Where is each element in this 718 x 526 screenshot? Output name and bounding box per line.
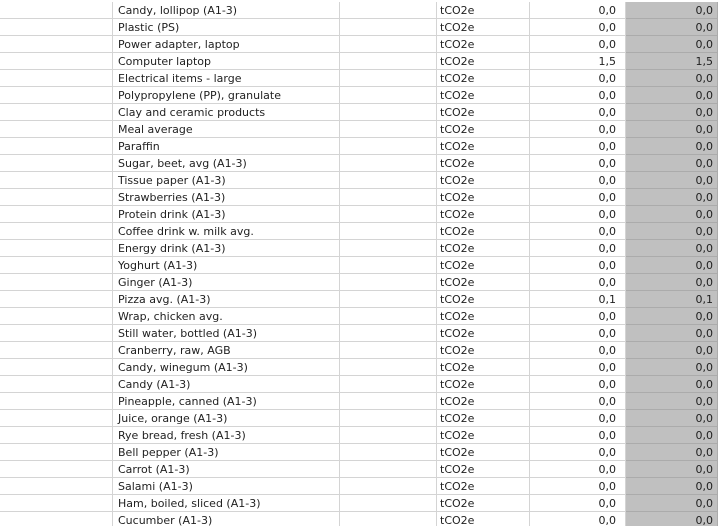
table-row [0, 342, 718, 359]
cell-unit[interactable]: tCO2e [437, 512, 530, 526]
cell-empty-a[interactable] [0, 2, 113, 19]
cell-unit[interactable]: tCO2e [437, 393, 530, 410]
cell-total[interactable]: 0,0 [626, 257, 718, 274]
cell-item-name[interactable]: Cucumber (A1-3) [113, 512, 340, 526]
cell-value[interactable]: 0,0 [530, 70, 626, 87]
cell-total[interactable]: 0,0 [626, 410, 718, 427]
cell-unit[interactable]: tCO2e [437, 478, 530, 495]
cell-empty-c[interactable] [340, 53, 437, 70]
cell-value[interactable]: 0,0 [530, 478, 626, 495]
cell-empty-a[interactable] [0, 104, 113, 121]
cell-total[interactable]: 0,0 [626, 342, 718, 359]
cell-unit[interactable]: tCO2e [437, 53, 530, 70]
cell-item-name[interactable]: Ginger (A1-3) [113, 274, 340, 291]
cell-value[interactable]: 0,0 [530, 461, 626, 478]
cell-empty-c[interactable] [340, 444, 437, 461]
table-row [0, 104, 718, 121]
cell-item-name[interactable]: Salami (A1-3) [113, 478, 340, 495]
cell-unit[interactable]: tCO2e [437, 410, 530, 427]
cell-item-name[interactable]: Pineapple, canned (A1-3) [113, 393, 340, 410]
cell-value[interactable]: 0,0 [530, 342, 626, 359]
table-row [0, 155, 718, 172]
cell-empty-a[interactable] [0, 495, 113, 512]
cell-empty-a[interactable] [0, 427, 113, 444]
cell-item-name[interactable]: Electrical items - large [113, 70, 340, 87]
table-row [0, 19, 718, 36]
cell-item-name[interactable]: Pizza avg. (A1-3) [113, 291, 340, 308]
cell-empty-a[interactable] [0, 512, 113, 526]
cell-unit[interactable]: tCO2e [437, 172, 530, 189]
cell-total[interactable]: 0,0 [626, 155, 718, 172]
cell-item-name[interactable]: Sugar, beet, avg (A1-3) [113, 155, 340, 172]
cell-empty-a[interactable] [0, 359, 113, 376]
cell-empty-c[interactable] [340, 223, 437, 240]
cell-total[interactable]: 0,0 [626, 325, 718, 342]
cell-empty-c[interactable] [340, 206, 437, 223]
cell-empty-c[interactable] [340, 291, 437, 308]
cell-item-name[interactable]: Juice, orange (A1-3) [113, 410, 340, 427]
cell-total[interactable]: 0,0 [626, 36, 718, 53]
cell-empty-c[interactable] [340, 376, 437, 393]
cell-empty-a[interactable] [0, 155, 113, 172]
cell-empty-c[interactable] [340, 172, 437, 189]
cell-empty-a[interactable] [0, 257, 113, 274]
cell-empty-a[interactable] [0, 19, 113, 36]
cell-unit[interactable]: tCO2e [437, 138, 530, 155]
cell-empty-a[interactable] [0, 410, 113, 427]
cell-empty-c[interactable] [340, 189, 437, 206]
cell-value[interactable]: 0,0 [530, 172, 626, 189]
cell-unit[interactable]: tCO2e [437, 257, 530, 274]
cell-empty-a[interactable] [0, 240, 113, 257]
cell-total[interactable]: 0,1 [626, 291, 718, 308]
cell-total[interactable]: 0,0 [626, 393, 718, 410]
cell-empty-c[interactable] [340, 325, 437, 342]
cell-empty-c[interactable] [340, 478, 437, 495]
cell-value[interactable]: 0,0 [530, 138, 626, 155]
cell-value[interactable]: 0,0 [530, 121, 626, 138]
cell-value[interactable]: 0,0 [530, 87, 626, 104]
cell-value[interactable]: 0,0 [530, 512, 626, 526]
cell-item-name[interactable]: Bell pepper (A1-3) [113, 444, 340, 461]
cell-item-name[interactable]: Paraffin [113, 138, 340, 155]
cell-value[interactable]: 0,0 [530, 427, 626, 444]
cell-unit[interactable]: tCO2e [437, 444, 530, 461]
cell-unit[interactable]: tCO2e [437, 427, 530, 444]
cell-empty-c[interactable] [340, 427, 437, 444]
table-row [0, 53, 718, 70]
cell-total[interactable]: 0,0 [626, 104, 718, 121]
cell-empty-a[interactable] [0, 376, 113, 393]
table-row [0, 172, 718, 189]
cell-value[interactable]: 0,0 [530, 240, 626, 257]
cell-unit[interactable]: tCO2e [437, 36, 530, 53]
cell-empty-c[interactable] [340, 155, 437, 172]
cell-item-name[interactable]: Plastic (PS) [113, 19, 340, 36]
cell-item-name[interactable]: Rye bread, fresh (A1-3) [113, 427, 340, 444]
cell-empty-a[interactable] [0, 342, 113, 359]
cell-value[interactable]: 0,0 [530, 223, 626, 240]
cell-empty-c[interactable] [340, 274, 437, 291]
cell-value[interactable]: 0,0 [530, 495, 626, 512]
cell-value[interactable]: 0,0 [530, 257, 626, 274]
cell-item-name[interactable]: Ham, boiled, sliced (A1-3) [113, 495, 340, 512]
cell-total[interactable]: 0,0 [626, 138, 718, 155]
cell-item-name[interactable]: Energy drink (A1-3) [113, 240, 340, 257]
table-row [0, 359, 718, 376]
cell-total[interactable]: 0,0 [626, 461, 718, 478]
cell-value[interactable]: 0,1 [530, 291, 626, 308]
cell-total[interactable]: 0,0 [626, 121, 718, 138]
cell-unit[interactable]: tCO2e [437, 70, 530, 87]
cell-empty-c[interactable] [340, 512, 437, 526]
cell-total[interactable]: 0,0 [626, 478, 718, 495]
cell-unit[interactable]: tCO2e [437, 104, 530, 121]
cell-total[interactable]: 0,0 [626, 376, 718, 393]
cell-value[interactable]: 0,0 [530, 189, 626, 206]
cell-empty-c[interactable] [340, 359, 437, 376]
cell-value[interactable]: 0,0 [530, 359, 626, 376]
cell-empty-c[interactable] [340, 410, 437, 427]
cell-empty-c[interactable] [340, 393, 437, 410]
table-row [0, 461, 718, 478]
table-row [0, 308, 718, 325]
table-row [0, 223, 718, 240]
cell-unit[interactable]: tCO2e [437, 308, 530, 325]
cell-empty-c[interactable] [340, 87, 437, 104]
cell-value[interactable]: 0,0 [530, 155, 626, 172]
table-row [0, 410, 718, 427]
cell-unit[interactable]: tCO2e [437, 87, 530, 104]
cell-total[interactable]: 0,0 [626, 19, 718, 36]
cell-empty-c[interactable] [340, 495, 437, 512]
cell-value[interactable]: 0,0 [530, 36, 626, 53]
cell-value[interactable]: 0,0 [530, 206, 626, 223]
cell-empty-a[interactable] [0, 393, 113, 410]
cell-empty-a[interactable] [0, 121, 113, 138]
cell-item-name[interactable]: Candy, winegum (A1-3) [113, 359, 340, 376]
cell-empty-a[interactable] [0, 274, 113, 291]
cell-empty-c[interactable] [340, 257, 437, 274]
cell-empty-a[interactable] [0, 223, 113, 240]
cell-empty-a[interactable] [0, 172, 113, 189]
cell-item-name[interactable]: Candy, lollipop (A1-3) [113, 2, 340, 19]
cell-unit[interactable]: tCO2e [437, 19, 530, 36]
table-row [0, 274, 718, 291]
cell-empty-a[interactable] [0, 189, 113, 206]
cell-total[interactable]: 0,0 [626, 70, 718, 87]
cell-empty-c[interactable] [340, 342, 437, 359]
cell-item-name[interactable]: Yoghurt (A1-3) [113, 257, 340, 274]
cell-total[interactable]: 0,0 [626, 189, 718, 206]
table-row [0, 444, 718, 461]
cell-empty-a[interactable] [0, 444, 113, 461]
cell-value[interactable]: 0,0 [530, 104, 626, 121]
table-row [0, 2, 718, 19]
table-row [0, 36, 718, 53]
cell-unit[interactable]: tCO2e [437, 155, 530, 172]
cell-empty-a[interactable] [0, 70, 113, 87]
cell-value[interactable]: 0,0 [530, 393, 626, 410]
table-row [0, 427, 718, 444]
cell-empty-c[interactable] [340, 2, 437, 19]
cell-empty-a[interactable] [0, 325, 113, 342]
cell-empty-a[interactable] [0, 36, 113, 53]
cell-empty-a[interactable] [0, 478, 113, 495]
table-row [0, 393, 718, 410]
cell-unit[interactable]: tCO2e [437, 495, 530, 512]
cell-item-name[interactable]: Meal average [113, 121, 340, 138]
table-row [0, 70, 718, 87]
cell-total[interactable]: 0,0 [626, 495, 718, 512]
cell-empty-a[interactable] [0, 138, 113, 155]
cell-item-name[interactable]: Carrot (A1-3) [113, 461, 340, 478]
cell-unit[interactable]: tCO2e [437, 461, 530, 478]
cell-unit[interactable]: tCO2e [437, 376, 530, 393]
table-row [0, 512, 718, 526]
cell-value[interactable]: 0,0 [530, 325, 626, 342]
cell-unit[interactable]: tCO2e [437, 291, 530, 308]
cell-item-name[interactable]: Wrap, chicken avg. [113, 308, 340, 325]
table-row [0, 121, 718, 138]
cell-unit[interactable]: tCO2e [437, 342, 530, 359]
cell-item-name[interactable]: Still water, bottled (A1-3) [113, 325, 340, 342]
cell-unit[interactable]: tCO2e [437, 325, 530, 342]
cell-total[interactable]: 0,0 [626, 2, 718, 19]
table-row [0, 206, 718, 223]
table-row [0, 325, 718, 342]
cell-unit[interactable]: tCO2e [437, 189, 530, 206]
cell-value[interactable]: 0,0 [530, 19, 626, 36]
cell-item-name[interactable]: Cranberry, raw, AGB [113, 342, 340, 359]
cell-empty-a[interactable] [0, 87, 113, 104]
cell-unit[interactable]: tCO2e [437, 121, 530, 138]
cell-item-name[interactable]: Computer laptop [113, 53, 340, 70]
cell-empty-c[interactable] [340, 104, 437, 121]
cell-total[interactable]: 0,0 [626, 274, 718, 291]
table-row [0, 138, 718, 155]
cell-value[interactable]: 0,0 [530, 410, 626, 427]
cell-empty-c[interactable] [340, 19, 437, 36]
cell-value[interactable]: 0,0 [530, 274, 626, 291]
cell-item-name[interactable]: Protein drink (A1-3) [113, 206, 340, 223]
cell-unit[interactable]: tCO2e [437, 2, 530, 19]
cell-empty-a[interactable] [0, 53, 113, 70]
cell-total[interactable]: 0,0 [626, 223, 718, 240]
cell-value[interactable]: 0,0 [530, 2, 626, 19]
table-row [0, 87, 718, 104]
cell-item-name[interactable]: Coffee drink w. milk avg. [113, 223, 340, 240]
cell-value[interactable]: 0,0 [530, 308, 626, 325]
cell-total[interactable]: 1,5 [626, 53, 718, 70]
table-row [0, 478, 718, 495]
cell-value[interactable]: 0,0 [530, 376, 626, 393]
cell-total[interactable]: 0,0 [626, 512, 718, 526]
table-row [0, 376, 718, 393]
table-row [0, 495, 718, 512]
cell-empty-c[interactable] [340, 36, 437, 53]
table-row [0, 291, 718, 308]
cell-unit[interactable]: tCO2e [437, 206, 530, 223]
cell-unit[interactable]: tCO2e [437, 223, 530, 240]
cell-empty-c[interactable] [340, 138, 437, 155]
cell-total[interactable]: 0,0 [626, 427, 718, 444]
cell-value[interactable]: 0,0 [530, 444, 626, 461]
cell-empty-a[interactable] [0, 461, 113, 478]
cell-item-name[interactable]: Strawberries (A1-3) [113, 189, 340, 206]
cell-item-name[interactable]: Power adapter, laptop [113, 36, 340, 53]
cell-total[interactable]: 0,0 [626, 308, 718, 325]
cell-total[interactable]: 0,0 [626, 444, 718, 461]
cell-empty-a[interactable] [0, 291, 113, 308]
cell-item-name[interactable]: Tissue paper (A1-3) [113, 172, 340, 189]
cell-item-name[interactable]: Candy (A1-3) [113, 376, 340, 393]
cell-unit[interactable]: tCO2e [437, 240, 530, 257]
cell-empty-c[interactable] [340, 308, 437, 325]
cell-unit[interactable]: tCO2e [437, 359, 530, 376]
cell-value[interactable]: 1,5 [530, 53, 626, 70]
cell-empty-a[interactable] [0, 308, 113, 325]
cell-total[interactable]: 0,0 [626, 359, 718, 376]
cell-item-name[interactable]: Clay and ceramic products [113, 104, 340, 121]
cell-empty-c[interactable] [340, 461, 437, 478]
cell-total[interactable]: 0,0 [626, 87, 718, 104]
cell-empty-c[interactable] [340, 240, 437, 257]
cell-unit[interactable]: tCO2e [437, 274, 530, 291]
cell-item-name[interactable]: Polypropylene (PP), granulate [113, 87, 340, 104]
cell-total[interactable]: 0,0 [626, 206, 718, 223]
cell-empty-c[interactable] [340, 70, 437, 87]
cell-empty-c[interactable] [340, 121, 437, 138]
table-row [0, 257, 718, 274]
cell-total[interactable]: 0,0 [626, 172, 718, 189]
table-row [0, 240, 718, 257]
table-row [0, 189, 718, 206]
cell-empty-a[interactable] [0, 206, 113, 223]
cell-total[interactable]: 0,0 [626, 240, 718, 257]
